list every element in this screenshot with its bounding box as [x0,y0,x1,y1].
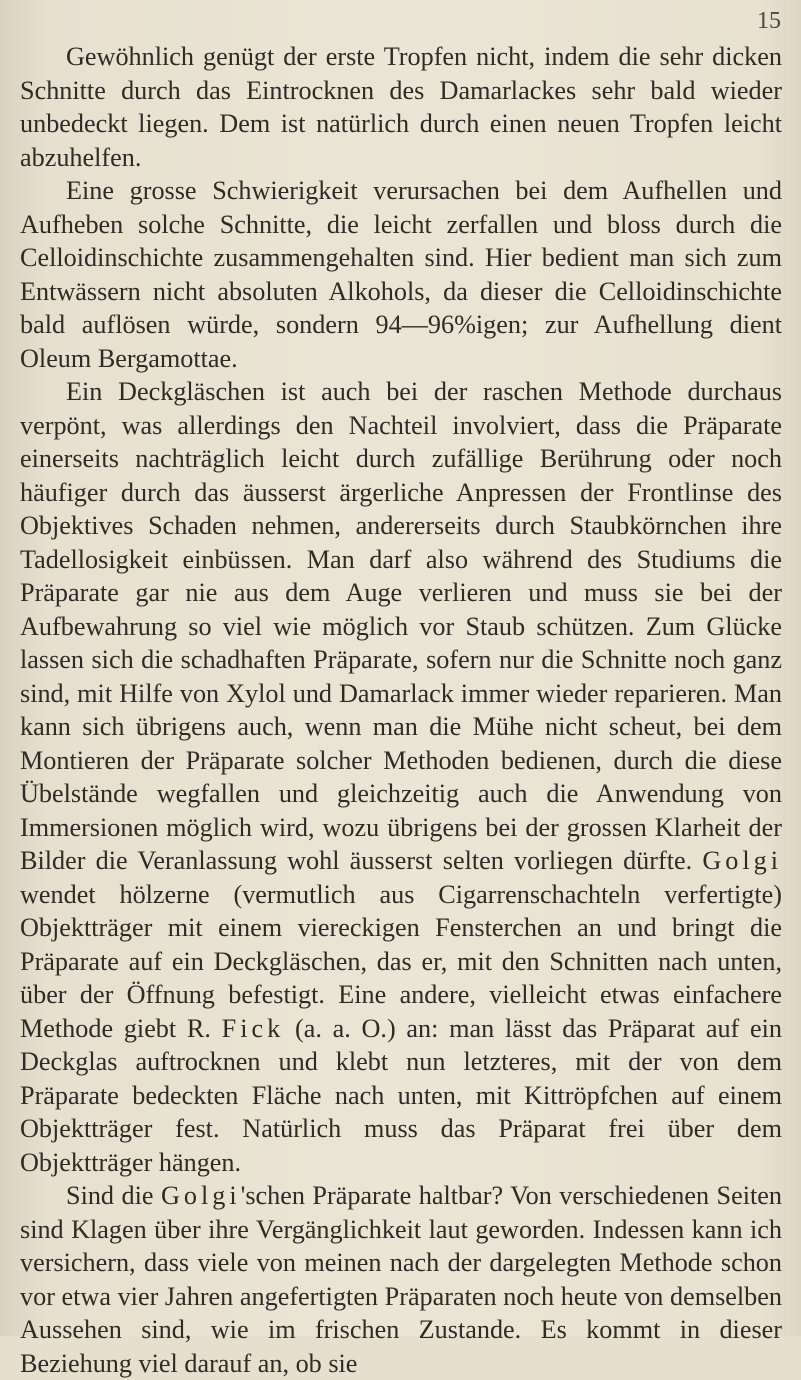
paragraph-3 [20,375,782,1179]
paragraph-4-part-2: 'schen Präparate haltbar? Von verschiedenen Seiten sind Klagen über ihre Vergänglichkeit laut geworden. Indessen kann ich versichern, dass viele von meinen nach der dargelegten Methode schon vor etwa vier Jahren angefertigten Präparaten noch heute von demselben Aussehen sind, wie im frischen Zustande. Es kommt in dieser Beziehung viel darauf an, ob sie [20,1181,782,1378]
page-number: 15 [757,8,781,34]
paragraph-1: Gewöhnlich genügt der erste Tropfen nicht, indem die sehr dicken Schnitte durch das Eintrocknen des Damarlackes sehr bald wieder unbedeckt liegen. Dem ist natürlich durch einen neuen Tropfen leicht abzuhelfen. [20,42,782,172]
author-name-fick: Fick [221,1013,285,1043]
author-name-golgi: Golgi [702,846,783,875]
paragraph-3-part-2: wendet hölzerne (vermutlich aus Cigarrenschachteln verfertigte) Objektträger mit einem viereckigen Fensterchen an und bringt die Präparate auf ein Deckgläschen, das er, mit den Schnitten nach unten, über der Öffnung befestigt. Eine andere, vielleicht etwas einfachere Methode giebt R. [20,879,782,1043]
body-text [20,40,782,1380]
paragraph-3-part-1: Ein Deckgläschen ist auch bei der raschen Methode durchaus verpönt, was allerdings den Nachteil involviert, dass die Präparate einerseits nachträglich leicht durch zufällige Berührung oder noch häufiger durch das äusserst ärgerliche Anpressen der Frontlinse des Objektives Schaden nehmen, andererseits durch Staubkörnchen ihre Tadellosigkeit einbüssen. Man darf also während des Studiums die Präparate gar nie aus dem Auge verlieren und muss sie bei der Aufbewahrung so viel wie möglich vor Staub schützen. Zum Glücke lassen sich die schadhaften Präparate, sofern nur die Schnitte noch ganz sind, mit Hilfe von Xylol und Damarlack immer wieder reparieren. Man kann sich übrigens auch, wenn man die Mühe nicht scheut, bei dem Montieren der Präparate solcher Methoden bedienen, durch die diese Übelstände wegfallen und gleichzeitig auch die Anwendung von Immersionen möglich wird, wozu übrigens bei der grossen Klarheit der Bilder die Veranlassung wohl äusserst selten vorliegen dürfte. [20,377,782,875]
paragraph-4-part-1: Sind die [66,1181,154,1210]
paragraph-2: Eine grosse Schwierigkeit verursachen bei dem Aufhellen und Aufheben solche Schnitte, die leicht zerfallen und bloss durch die Celloidinschichte zusammengehalten sind. Hier bedient man sich zum Entwässern nicht absoluten Alkohols, da dieser die Celloidinschichte bald auflösen würde, sondern 94—96%igen; zur Aufhellung dient Oleum Bergamottae. [20,176,782,373]
paragraph-3-part-3: (a. a. O.) an: man lässt das Präparat auf ein Deckglas auftrocknen und klebt nun letzteres, mit der von dem Präparate bedeckten Fläche nach unten, mit Kittröpfchen auf einem Objektträger fest. Natürlich muss das Präparat frei über dem Objektträger hängen. [20,1013,783,1177]
author-name-golgi-2: Golgi [160,1181,241,1210]
paragraph-4 [20,1179,782,1380]
